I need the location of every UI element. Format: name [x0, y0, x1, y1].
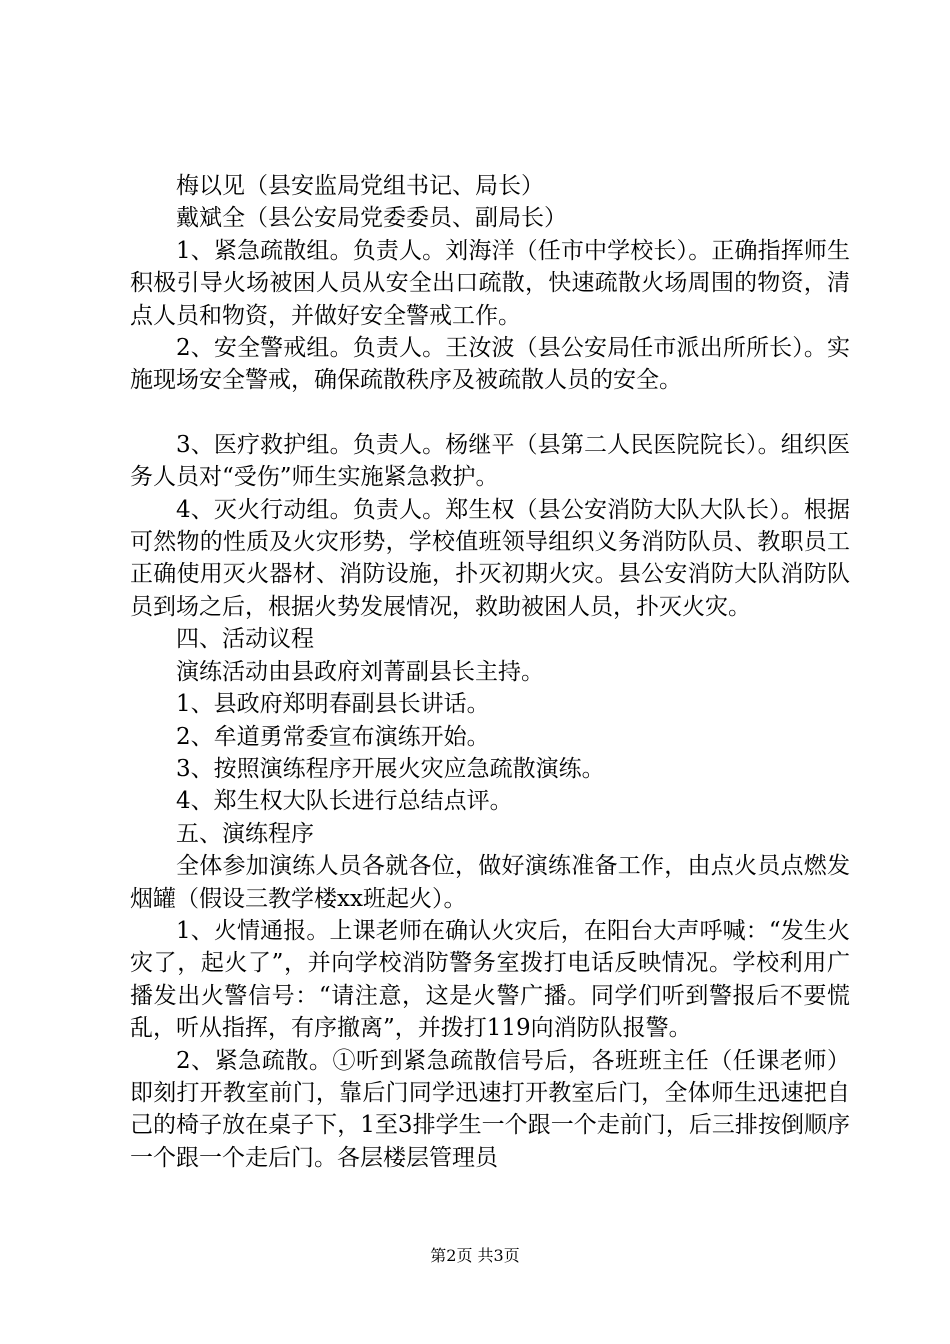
paragraph-agenda-item-1: 1、县政府郑明春副县长讲话。 — [176, 691, 490, 718]
paragraph-agenda-item-2: 2、牟道勇常委宣布演练开始。 — [176, 723, 490, 750]
paragraph-agenda-item-4: 4、郑生权大队长进行总结点评。 — [176, 788, 513, 815]
paragraph-leader-dai: 戴斌全（县公安局党委委员、副局长） — [176, 205, 567, 232]
section-heading-agenda: 四、活动议程 — [176, 626, 314, 653]
paragraph-medical-group: 3、医疗救护组。负责人。杨继平（县第二人民医院院长）。组织医务人员对“受伤”师生实施紧急救护。 — [130, 431, 850, 491]
paragraph-security-group: 2、安全警戒组。负责人。王汝波（县公安局任市派出所所长）。实施现场安全警戒，确保疏散秩序及被疏散人员的安全。 — [130, 335, 850, 394]
section-heading-procedure: 五、演练程序 — [176, 820, 314, 847]
paragraph-firefighting-group: 4、灭火行动组。负责人。郑生权（县公安消防大队大队长）。根据可然物的性质及火灾形势，学校值班领导组织义务消防队员、教职员工正确使用灭火器材、消防设施，扑灭初期火灾。县公安消防大队消防队员到场之后，根据火势发展情况，救助被困人员，扑灭火灾。 — [130, 496, 850, 620]
paragraph-emergency-evacuation: 2、紧急疏散。①听到紧急疏散信号后，各班班主任（任课老师）即刻打开教室前门，靠后门同学迅速打开教室后门，全体师生迅速把自己的椅子放在桌子下，1至3排学生一个跟一个走前门，后三排按倒顺序一个跟一个走后门。各层楼层管理员 — [130, 1047, 850, 1171]
paragraph-leader-mei: 梅以见（县安监局党组书记、局长） — [176, 173, 544, 199]
paragraph-agenda-item-3: 3、按照演练程序开展火灾应急疏散演练。 — [176, 755, 605, 782]
paragraph-agenda-host: 演练活动由县政府刘菁副县长主持。 — [176, 658, 544, 685]
paragraph-evacuation-group: 1、紧急疏散组。负责人。刘海洋（任市中学校长）。正确指挥师生积极引导火场被困人员从安全出口疏散，快速疏散火场周围的物资，清点人员和物资，并做好安全警戒工作。 — [130, 237, 850, 329]
paragraph-procedure-intro: 全体参加演练人员各就各位，做好演练准备工作，由点火员点燃发烟罐（假设三教学楼xx班起火）。 — [130, 853, 850, 912]
page-number-footer: 第2页 共3页 — [430, 1246, 520, 1265]
document-body — [130, 170, 850, 1174]
paragraph-fire-report: 1、火情通报。上课老师在确认火灾后，在阳台大声呼喊：“发生火灾了，起火了”，并向学校消防警务室拨打电话反映情况。学校利用广播发出火警信号：“请注意，这是火警广播。同学们听到警报后不要慌乱，听从指挥，有序撤离”，并拨打119向消防队报警。 — [130, 917, 850, 1042]
